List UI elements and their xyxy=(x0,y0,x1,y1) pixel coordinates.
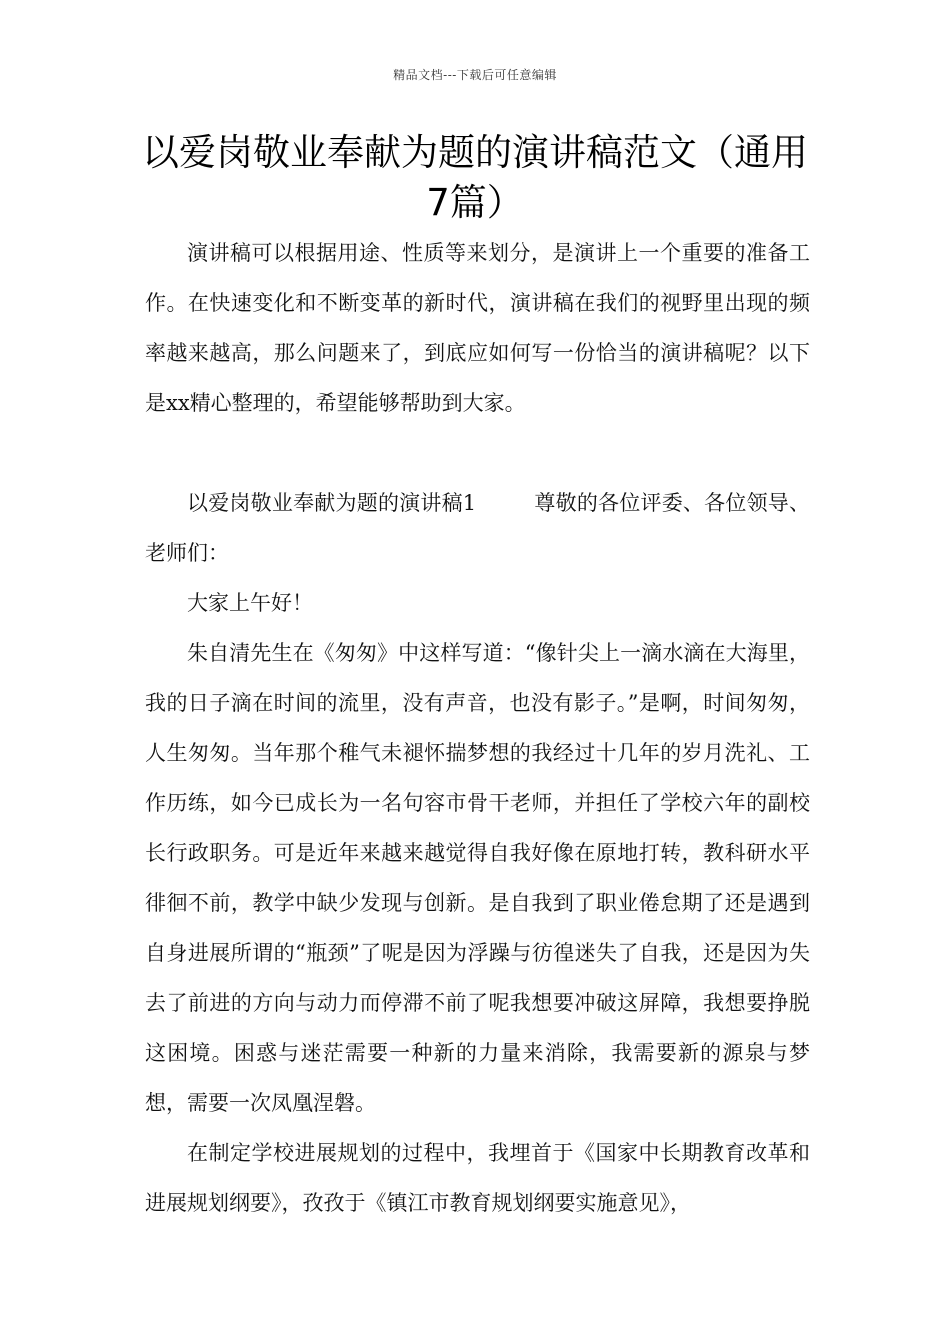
paragraph-gap xyxy=(145,428,810,478)
section-heading: 以爱岗敬业奉献为题的演讲稿1 xyxy=(187,491,477,515)
body-paragraph-2: 在制定学校进展规划的过程中，我埋首于《国家中长期教育改革和进展规划纲要》，孜孜于《镇江市教育规划纲要实施意见》， xyxy=(145,1141,810,1215)
intro-paragraph: 演讲稿可以根据用途、性质等来划分，是演讲上一个重要的准备工作。在快速变化和不断变革的新时代，演讲稿在我们的视野里出现的频率越来越高，那么问题来了，到底应如何写一份恰当的演讲稿呢？以下是xx精心整理的，希望能够帮助到大家。 xyxy=(145,241,810,415)
document-body xyxy=(145,228,810,1228)
document-title: 以爱岗敬业奉献为题的演讲稿范文（通用7篇） xyxy=(142,131,808,224)
greeting-paragraph: 大家上午好！ xyxy=(187,591,313,615)
section-heading-paragraph xyxy=(145,478,810,578)
body-paragraph-1: 朱自清先生在《匆匆》中这样写道：“像针尖上一滴水滴在大海里，我的日子滴在时间的流里，没有声音，也没有影子。”是啊，时间匆匆，人生匆匆。当年那个稚气未褪怀揣梦想的我经过十几年的岁月洗礼、工作历练，如今已成长为一名句容市骨干老师，并担任了学校六年的副校长行政职务。可是近年来越来越觉得自我好像在原地打转，教科研水平徘徊不前，教学中缺少发现与创新。是自我到了职业倦怠期了还是遇到自身进展所谓的“瓶颈”了呢是因为浮躁与彷徨迷失了自我，还是因为失去了前进的方向与动力而停滞不前了呢我想要冲破这屏障，我想要挣脱这困境。困惑与迷茫需要一种新的力量来消除，我需要新的源泉与梦想，需要一次凤凰涅磐。 xyxy=(145,641,810,1115)
header-note: 精品文档---下载后可任意编辑 xyxy=(393,68,557,82)
salutation: 尊敬的各位评委、各位领导、老师们： xyxy=(145,491,810,565)
